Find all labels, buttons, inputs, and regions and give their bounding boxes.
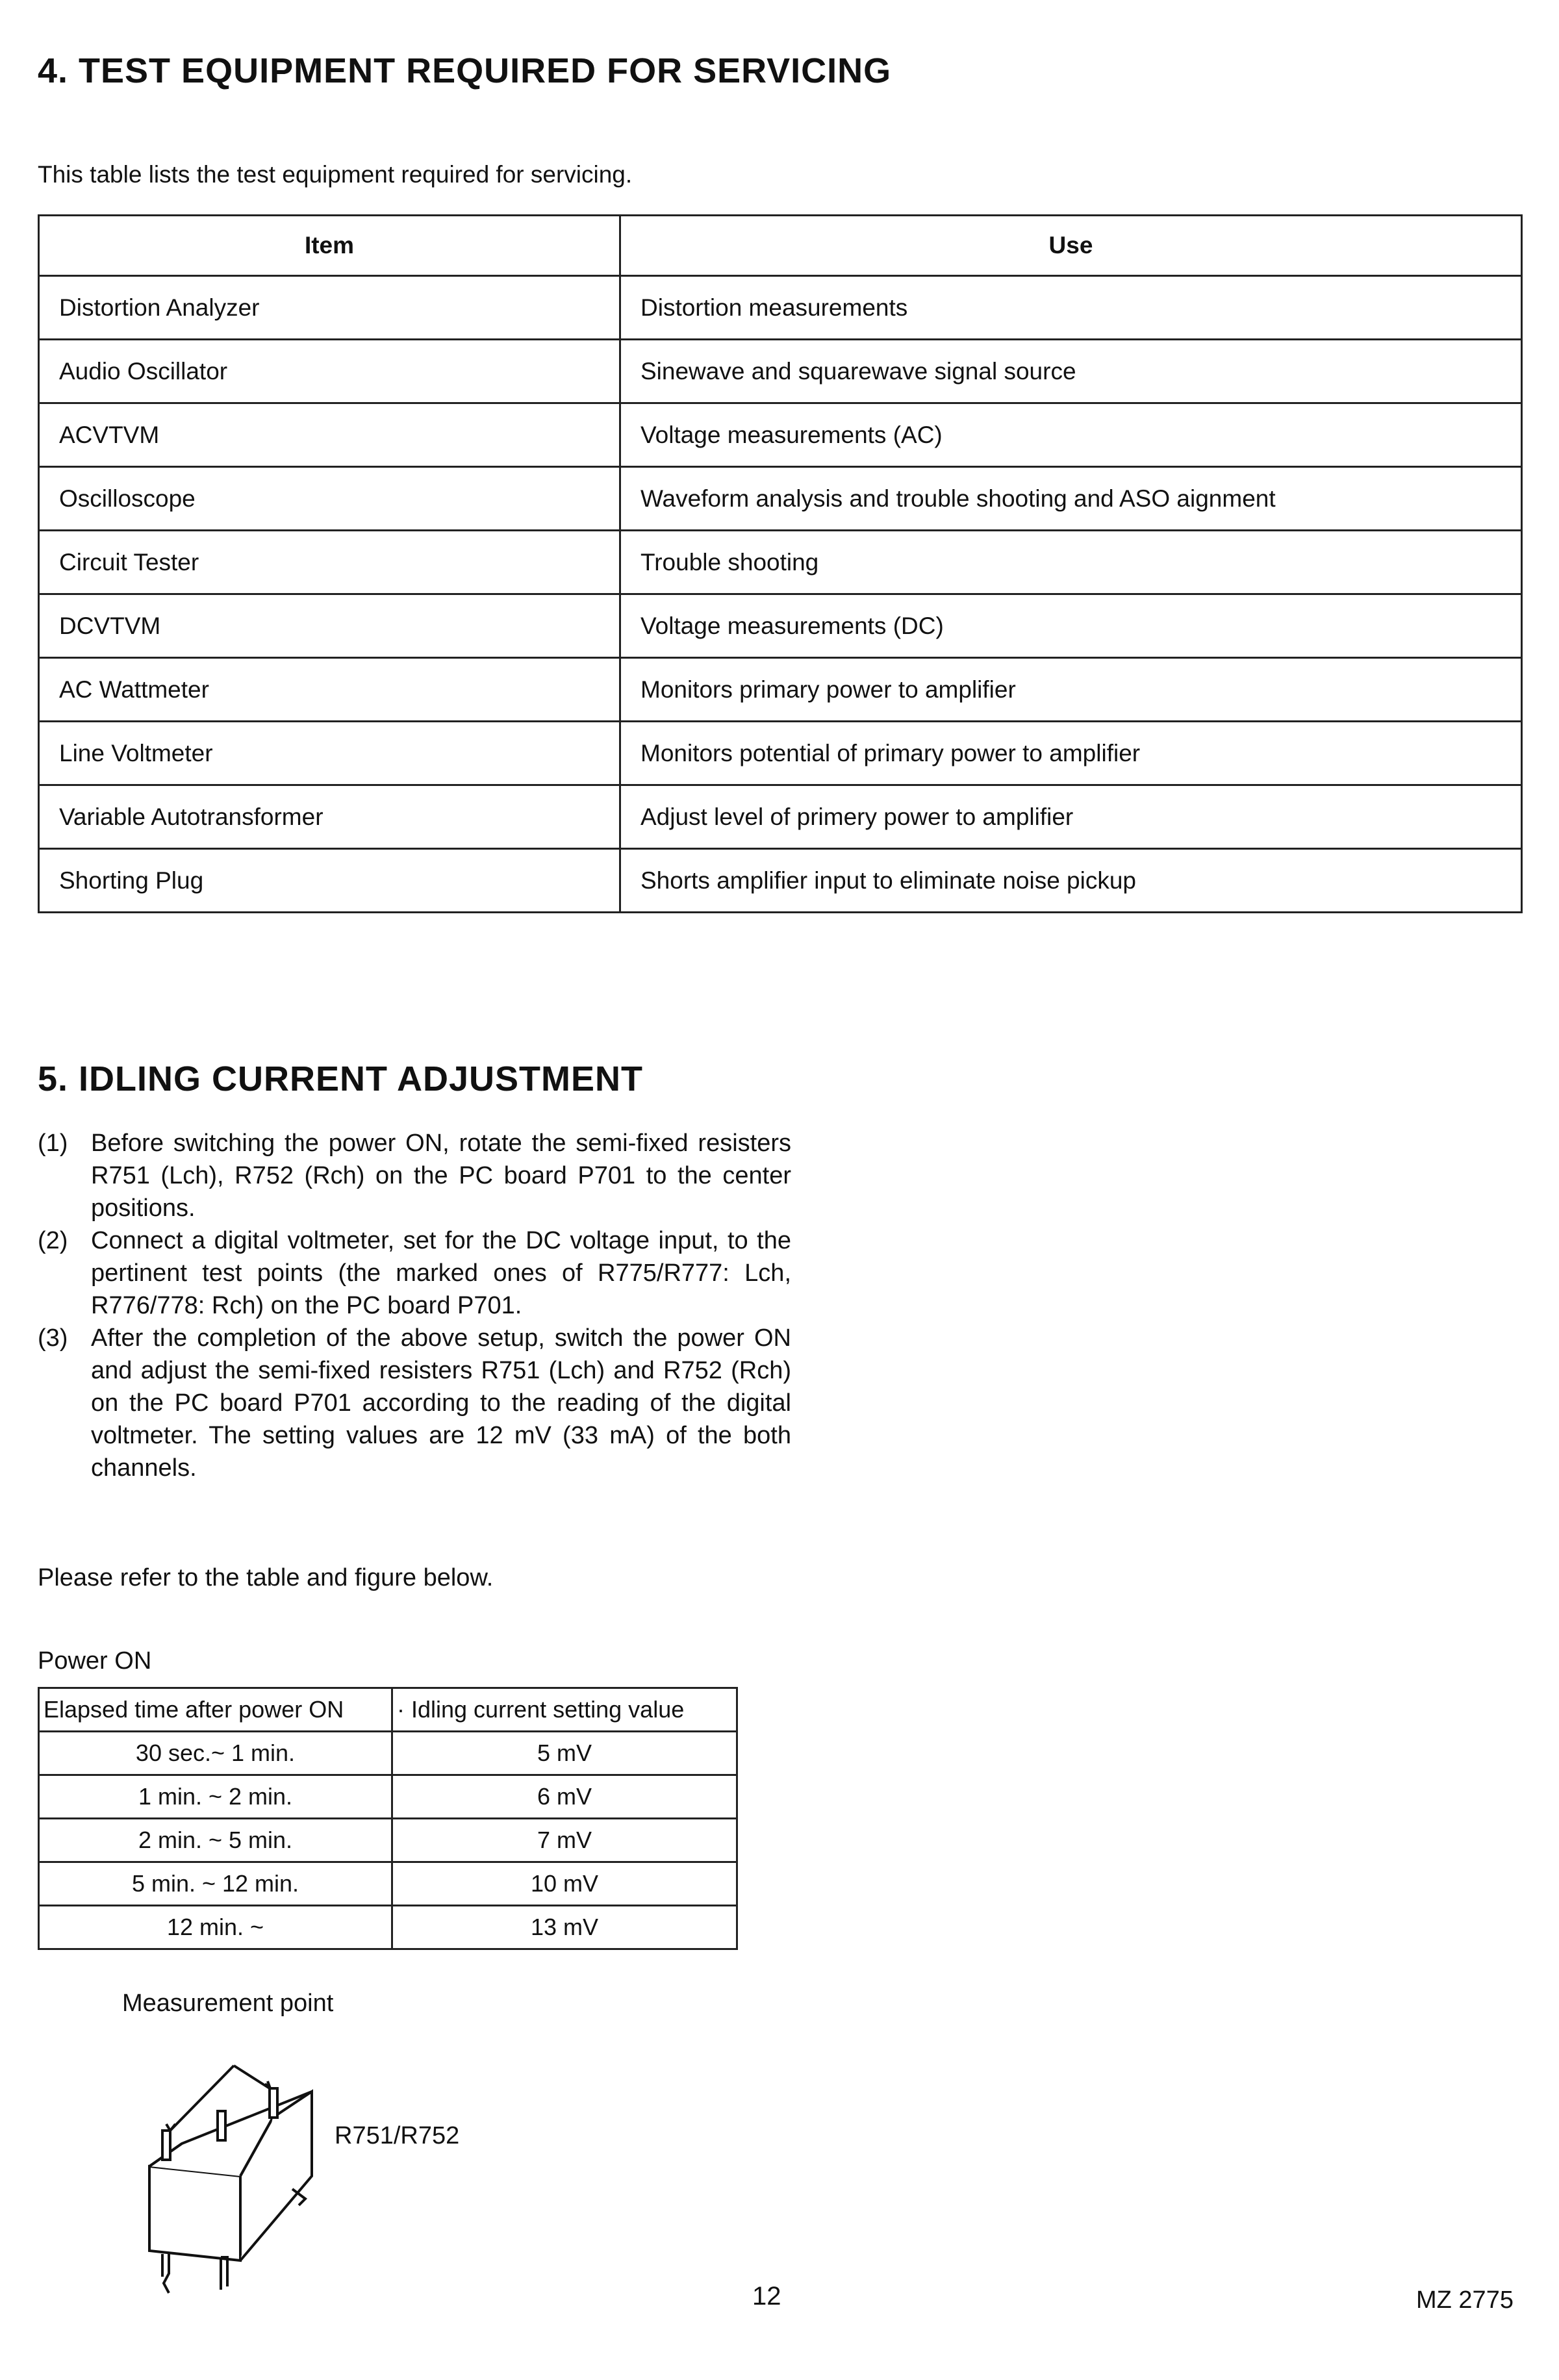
table-row: [39, 658, 1522, 722]
use-cell: Sinewave and squarewave signal source: [620, 340, 1522, 403]
table-row: [39, 594, 1522, 658]
column-header-use: Use: [620, 216, 1522, 276]
document-code: MZ 2775: [1416, 2286, 1514, 2314]
value-cell: 6 mV: [392, 1775, 737, 1819]
value-cell: 10 mV: [392, 1862, 737, 1906]
table-row: [39, 1775, 737, 1819]
item-cell: ACVTVM: [39, 403, 620, 467]
item-cell: Line Voltmeter: [39, 722, 620, 785]
step-text: After the completion of the above setup, switch the power ON and adjust the semi-fixed resisters R751 (Lch) and R752 (Rch) on the PC board P701 according to the reading of the digital voltmeter. The setting values are 12 mV (33 mA) of the both channels.: [91, 1324, 791, 1482]
power-on-label: Power ON: [38, 1647, 152, 1675]
value-cell: 5 mV: [392, 1732, 737, 1775]
item-cell: Oscilloscope: [39, 467, 620, 531]
value-cell: 13 mV: [392, 1906, 737, 1949]
table-row: [39, 403, 1522, 467]
table-row: [39, 1819, 737, 1862]
time-cell: 1 min. ~ 2 min.: [39, 1775, 392, 1819]
table-row: [39, 1732, 737, 1775]
item-cell: Circuit Tester: [39, 531, 620, 594]
column-header-elapsed-time: Elapsed time after power ON: [39, 1688, 392, 1732]
column-header-setting-value: · Idling current setting value: [392, 1688, 737, 1732]
table-row: [39, 276, 1522, 340]
use-cell: Voltage measurements (DC): [620, 594, 1522, 658]
step-item: [38, 1127, 791, 1224]
use-cell: Waveform analysis and trouble shooting and ASO aignment: [620, 467, 1522, 531]
refer-note: Please refer to the table and figure below.: [38, 1564, 494, 1591]
use-cell: Distortion measurements: [620, 276, 1522, 340]
adjustment-steps: [38, 1127, 791, 1484]
section4-title: 4. TEST EQUIPMENT REQUIRED FOR SERVICING: [38, 51, 892, 90]
table-row: [39, 722, 1522, 785]
figure-caption: Measurement point: [122, 1990, 334, 2017]
table-row: [39, 467, 1522, 531]
section4-intro: This table lists the test equipment required for servicing.: [38, 161, 633, 188]
use-cell: Monitors primary power to amplifier: [620, 658, 1522, 722]
table-row: [39, 785, 1522, 849]
step-text: Before switching the power ON, rotate the semi-fixed resisters R751 (Lch), R752 (Rch) on the PC board P701 to the center positions.: [91, 1130, 791, 1222]
part-label: R751/R752: [335, 2122, 460, 2149]
time-cell: 5 min. ~ 12 min.: [39, 1862, 392, 1906]
section5-title: 5. IDLING CURRENT ADJUSTMENT: [38, 1059, 644, 1098]
column-header-item: Item: [39, 216, 620, 276]
table-row: [39, 340, 1522, 403]
item-cell: DCVTVM: [39, 594, 620, 658]
item-cell: Audio Oscillator: [39, 340, 620, 403]
use-cell: Voltage measurements (AC): [620, 403, 1522, 467]
table-header-row: [39, 1688, 737, 1732]
step-number: (1): [38, 1130, 68, 1157]
idling-current-table: [38, 1687, 738, 1950]
use-cell: Shorts amplifier input to eliminate noise pickup: [620, 849, 1522, 913]
use-cell: Adjust level of primery power to amplifier: [620, 785, 1522, 849]
step-text: Connect a digital voltmeter, set for the DC voltage input, to the pertinent test points (the marked ones of R775/R777: Lch, R776/778: Rch) on the PC board P701.: [91, 1227, 791, 1319]
page-number: 12: [752, 2282, 781, 2310]
table-header-row: [39, 216, 1522, 276]
item-cell: Variable Autotransformer: [39, 785, 620, 849]
equipment-table: [38, 214, 1523, 913]
step-item: [38, 1224, 791, 1322]
table-row: [39, 849, 1522, 913]
time-cell: 30 sec.~ 1 min.: [39, 1732, 392, 1775]
time-cell: 2 min. ~ 5 min.: [39, 1819, 392, 1862]
step-number: (2): [38, 1227, 68, 1254]
value-cell: 7 mV: [392, 1819, 737, 1862]
use-cell: Monitors potential of primary power to amplifier: [620, 722, 1522, 785]
item-cell: AC Wattmeter: [39, 658, 620, 722]
use-cell: Trouble shooting: [620, 531, 1522, 594]
table-row: [39, 1906, 737, 1949]
table-row: [39, 531, 1522, 594]
time-cell: 12 min. ~: [39, 1906, 392, 1949]
table-row: [39, 1862, 737, 1906]
resistor-figure: [123, 2027, 370, 2299]
step-item: [38, 1322, 791, 1484]
item-cell: Shorting Plug: [39, 849, 620, 913]
step-number: (3): [38, 1324, 68, 1352]
item-cell: Distortion Analyzer: [39, 276, 620, 340]
